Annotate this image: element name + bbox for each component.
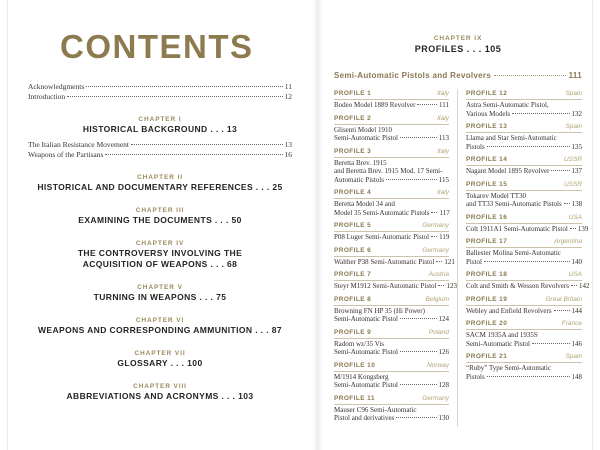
profile-entry <box>466 352 582 381</box>
dot-leader <box>105 154 282 155</box>
dot-leader <box>512 113 569 114</box>
chapter-list <box>28 115 292 402</box>
profile-title-line: and Beretta Brev. 1915 Mod. 17 Semi- <box>334 167 443 175</box>
profile-header <box>466 155 582 166</box>
chapter-label: CHAPTER V <box>137 284 183 291</box>
profile-title-line: Ballester Molina Semi-Automatic <box>466 249 561 257</box>
entry-label: Pistols <box>466 372 485 381</box>
chapter-label: CHAPTER III <box>135 207 185 214</box>
profile-number: PROFILE 12 <box>466 90 508 97</box>
profile-title-line <box>334 233 449 242</box>
chapter-label: CHAPTER IV <box>135 240 185 247</box>
profile-title-line <box>466 143 582 152</box>
profile-title-line <box>334 315 449 324</box>
chapter-title-line: HISTORICAL BACKGROUND . . . 13 <box>82 124 238 134</box>
profile-entry <box>466 270 590 291</box>
entry-label: Colt 1911A1 Semi-Automatic Pistol <box>466 224 568 233</box>
profile-country: Germany <box>422 394 449 402</box>
chapter-block <box>28 239 292 270</box>
profile-country: USA <box>568 271 582 278</box>
dot-leader <box>400 137 437 138</box>
profile-title-line: M/1914 Kongsberg <box>334 372 389 381</box>
page-number: 113 <box>438 134 449 142</box>
chapter-ix-label: CHAPTER IX <box>433 35 483 42</box>
profile-title-line: Browning FN HP 35 (Hi Power) <box>334 306 425 315</box>
chapter-title-line: THE CONTROVERSY INVOLVING THE <box>77 248 243 258</box>
page-number: 124 <box>438 315 449 323</box>
entry-label: Various Models <box>466 109 511 118</box>
profile-number: PROFILE 16 <box>466 213 508 221</box>
profile-entry <box>334 394 449 423</box>
profile-number: PROFILE 7 <box>334 271 372 278</box>
profile-title-line: Tokarev Model TT30 <box>466 191 527 200</box>
entry-label: Semi-Automatic Pistol <box>466 339 530 348</box>
profile-number: PROFILE 14 <box>466 156 508 163</box>
dot-leader <box>551 170 569 171</box>
entry-label: Steyr M1912 Semi-Automatic Pistol <box>334 282 437 290</box>
chapter-title-line: ABBREVIATIONS AND ACRONYMS . . . 103 <box>66 391 254 401</box>
profile-title-line <box>466 200 582 209</box>
profile-country: Poland <box>428 328 449 336</box>
chapter-block <box>28 115 292 160</box>
entry-label: Model 35 Semi-Automatic Pistols <box>334 208 430 217</box>
dot-leader <box>554 310 570 311</box>
profile-entry <box>466 213 589 234</box>
page-number: 130 <box>438 414 449 422</box>
profile-title-line: SACM 1935A and 1935S <box>466 331 538 339</box>
contents-title: CONTENTS <box>60 28 254 65</box>
entry-label: Automatic Pistols <box>334 175 384 184</box>
profile-number: PROFILE 18 <box>466 271 508 278</box>
profile-title-line <box>334 257 455 267</box>
profile-header <box>334 295 449 306</box>
page-number: 142 <box>578 282 590 290</box>
profile-header <box>466 319 582 330</box>
page-number: 146 <box>571 339 582 348</box>
profile-header <box>334 147 449 158</box>
profile-country: Great Britain <box>545 295 582 303</box>
profile-header <box>466 89 582 100</box>
front-matter-list <box>28 82 292 102</box>
page-number: 128 <box>438 381 449 389</box>
chapter-block <box>28 349 292 369</box>
page-number: 121 <box>444 257 455 266</box>
profiles-page <box>318 0 600 450</box>
profile-title-line <box>334 209 449 218</box>
profile-title-line <box>334 282 457 291</box>
dot-leader <box>431 212 437 213</box>
profile-entry <box>334 295 449 324</box>
profile-country: Spain <box>565 90 582 97</box>
section-label: Semi-Automatic Pistols and Revolvers <box>334 71 492 80</box>
profile-header <box>466 180 582 191</box>
chapter-block <box>28 173 292 193</box>
profile-country: Italy <box>437 189 449 196</box>
entry-label: Walther P38 Semi-Automatic Pistol <box>334 257 435 266</box>
front-matter-item <box>28 92 292 102</box>
dot-leader <box>436 261 442 262</box>
dot-leader <box>487 146 570 147</box>
profile-header <box>466 213 582 224</box>
chapter-label: CHAPTER VII <box>134 350 186 357</box>
page-number: 117 <box>439 208 450 217</box>
profile-header <box>334 328 449 339</box>
dot-leader <box>570 228 576 229</box>
profile-title-line <box>466 340 582 349</box>
profiles-column-1 <box>334 89 458 427</box>
dot-leader <box>487 376 570 377</box>
page-number: 126 <box>438 348 449 356</box>
profiles-title: PROFILES . . . 105 <box>414 44 502 54</box>
profile-country: USA <box>568 213 582 221</box>
entry-label: Colt and Smith & Wesson Revolvers <box>466 282 569 290</box>
chapter-ix-heading <box>334 34 582 55</box>
profile-country: Belgium <box>425 295 449 303</box>
profile-header <box>334 188 449 199</box>
page-number: 111 <box>568 71 582 80</box>
front-matter-item <box>28 82 292 92</box>
dot-leader <box>86 86 283 87</box>
dot-leader <box>494 75 566 76</box>
profile-entry <box>466 180 582 209</box>
profile-entry <box>466 319 582 348</box>
profile-entry <box>334 114 449 143</box>
profile-title-line <box>466 110 582 119</box>
page-number: 132 <box>571 109 582 118</box>
chapter-block <box>28 206 292 226</box>
chapter-title-line: TURNING IN WEAPONS . . . 75 <box>93 292 227 302</box>
profile-entry <box>466 155 582 176</box>
dot-leader <box>484 261 570 262</box>
page-number: 135 <box>571 142 582 151</box>
profile-header <box>466 352 582 363</box>
profile-number: PROFILE 17 <box>466 238 508 245</box>
profile-number: PROFILE 10 <box>334 361 376 369</box>
profile-header <box>334 394 449 405</box>
profile-title-line: Radom wz/35 Vis <box>334 339 385 348</box>
profile-country: USSR <box>563 180 582 188</box>
chapter-block <box>28 316 292 336</box>
entry-label: Pistols <box>466 142 485 151</box>
profiles-columns <box>334 89 590 427</box>
profile-entry <box>334 246 455 267</box>
dot-leader <box>417 104 437 105</box>
profile-title-line <box>466 307 582 316</box>
profile-title-line: Mauser C96 Semi-Automatic <box>334 405 417 414</box>
page-number: 123 <box>446 282 457 290</box>
entry-label: Acknowledgments <box>28 82 85 91</box>
profile-header <box>466 270 582 281</box>
page-number: 119 <box>439 233 450 241</box>
page-number: 12 <box>284 92 292 101</box>
entry-label: Semi-Automatic Pistol <box>334 348 398 356</box>
profile-title-line: Beretta Model 34 and <box>334 200 395 208</box>
profile-country: Italy <box>437 147 449 155</box>
entry-label: Nagant Model 1895 Revolver <box>466 167 550 175</box>
chapter-block <box>28 283 292 303</box>
profile-header <box>466 122 582 133</box>
page-number: 148 <box>571 372 582 381</box>
chapter-label: CHAPTER II <box>137 174 183 181</box>
dot-leader <box>431 236 437 237</box>
profile-entry <box>334 188 449 217</box>
profile-country: Germany <box>422 222 449 229</box>
entry-label: Semi-Automatic Pistol <box>334 381 398 389</box>
profile-number: PROFILE 11 <box>334 394 375 402</box>
profile-title-line <box>466 282 590 291</box>
profile-header <box>334 270 449 281</box>
chapter-title-line: ACQUISITION OF WEAPONS . . . 68 <box>82 259 238 269</box>
profile-entry <box>466 89 582 118</box>
dot-leader <box>396 417 436 418</box>
profile-title-line <box>466 167 582 176</box>
page-number: 140 <box>571 257 582 266</box>
profile-title-line: Astra Semi-Automatic Pistol, <box>466 101 549 109</box>
profile-title-line <box>334 381 449 390</box>
entry-label: Pistol <box>466 257 482 266</box>
profile-number: PROFILE 21 <box>466 353 508 360</box>
profile-title-line: Llama and Star Semi-Automatic <box>466 134 557 142</box>
dot-leader <box>400 351 437 352</box>
entry-label: Introduction <box>28 92 66 101</box>
profile-number: PROFILE 9 <box>334 328 372 336</box>
page-number: 139 <box>577 224 589 233</box>
entry-label: Semi-Automatic Pistol <box>334 134 398 142</box>
page-number: 13 <box>284 140 292 149</box>
entry-label: Weapons of the Partisans <box>28 150 104 159</box>
profile-number: PROFILE 19 <box>466 295 508 303</box>
profile-country: Norway <box>426 361 449 369</box>
profile-entry <box>334 89 449 110</box>
chapter-title-line: HISTORICAL AND DOCUMENTARY REFERENCES . . . 25 <box>37 182 283 192</box>
profile-number: PROFILE 2 <box>334 114 372 122</box>
dot-leader <box>438 285 444 286</box>
profile-header <box>334 89 449 100</box>
page-number: 111 <box>439 101 449 109</box>
profile-number: PROFILE 5 <box>334 222 372 229</box>
profile-country: Italy <box>437 90 449 97</box>
dot-leader <box>400 384 437 385</box>
profile-number: PROFILE 6 <box>334 246 372 254</box>
profile-entry <box>334 361 449 390</box>
entry-label: Webley and Enfield Revolvers <box>466 306 552 315</box>
profile-entry <box>466 237 582 266</box>
page-number: 144 <box>571 306 582 315</box>
profile-country: Spain <box>565 353 582 360</box>
profile-country: Argentina <box>554 238 582 245</box>
profile-number: PROFILE 20 <box>466 320 508 327</box>
page-number: 11 <box>284 82 292 91</box>
dot-leader <box>564 203 570 204</box>
profile-entry <box>334 147 449 185</box>
profile-header <box>334 114 449 125</box>
profile-number: PROFILE 4 <box>334 189 372 196</box>
profile-title-line <box>466 258 582 267</box>
entry-label: The Italian Resistance Movement <box>28 140 130 149</box>
profile-country: Austria <box>428 271 449 278</box>
profile-title-line: Beretta Brev. 1915 <box>334 158 387 167</box>
profile-country: USSR <box>563 156 582 163</box>
profile-entry <box>334 328 449 357</box>
profile-title-line <box>334 134 449 143</box>
profile-number: PROFILE 13 <box>466 123 508 130</box>
entry-label: and TT33 Semi-Automatic Pistols <box>466 200 562 208</box>
entry-label: Pistol and derivatives <box>334 414 395 422</box>
profile-title-line <box>466 373 582 382</box>
profile-entry <box>334 270 457 291</box>
profiles-column-2 <box>458 89 590 427</box>
page-gutter <box>313 0 323 450</box>
chapter-entry <box>28 150 292 160</box>
profile-title-line <box>334 414 449 423</box>
dot-leader <box>532 343 570 344</box>
chapter-block <box>28 382 292 402</box>
profile-header <box>334 221 449 232</box>
chapter-entries <box>28 140 292 160</box>
profile-title-line: Glisenti Model 1910 <box>334 125 392 134</box>
dot-leader <box>67 96 282 97</box>
profile-title-line <box>334 101 449 110</box>
profile-title-line <box>334 348 449 357</box>
profile-country: Germany <box>422 246 449 254</box>
profile-header <box>466 237 582 248</box>
profile-title-line <box>466 224 589 234</box>
page-number: 137 <box>571 167 582 175</box>
profile-number: PROFILE 15 <box>466 180 508 188</box>
chapter-title-line: WEAPONS AND CORRESPONDING AMMUNITION . . . 87 <box>37 325 283 335</box>
dot-leader <box>400 318 437 319</box>
chapter-title-line: EXAMINING THE DOCUMENTS . . . 50 <box>78 215 242 225</box>
chapter-entry <box>28 140 292 150</box>
chapter-label: CHAPTER I <box>138 116 182 123</box>
page-number: 16 <box>284 150 292 159</box>
chapter-label: CHAPTER VI <box>135 317 185 324</box>
profile-header <box>334 361 449 372</box>
profile-title-line <box>334 176 449 185</box>
dot-leader <box>386 179 437 180</box>
profile-number: PROFILE 1 <box>334 90 372 97</box>
chapter-label: CHAPTER VIII <box>133 383 187 390</box>
profile-header <box>334 246 449 257</box>
profile-country: Italy <box>437 114 449 122</box>
entry-label: Semi-Automatic Pistol <box>334 315 398 323</box>
page-number: 115 <box>438 175 449 184</box>
profile-header <box>466 295 582 306</box>
profile-entry <box>334 221 449 242</box>
entry-label: Bodeo Model 1889 Revolver <box>334 101 416 109</box>
entry-label: P08 Luger Semi-Automatic Pistol <box>334 233 430 241</box>
chapter-title-line: GLOSSARY . . . 100 <box>117 358 203 368</box>
profile-number: PROFILE 3 <box>334 147 372 155</box>
dot-leader <box>571 285 577 286</box>
section-header <box>334 71 582 80</box>
profile-entry <box>466 122 582 151</box>
profile-country: France <box>561 320 582 327</box>
dot-leader <box>131 144 282 145</box>
profile-number: PROFILE 8 <box>334 295 372 303</box>
profile-country: Spain <box>565 123 582 130</box>
page-number: 138 <box>571 200 583 208</box>
profile-entry <box>466 295 582 316</box>
profile-title-line: “Ruby” Type Semi-Automatic <box>466 364 551 372</box>
